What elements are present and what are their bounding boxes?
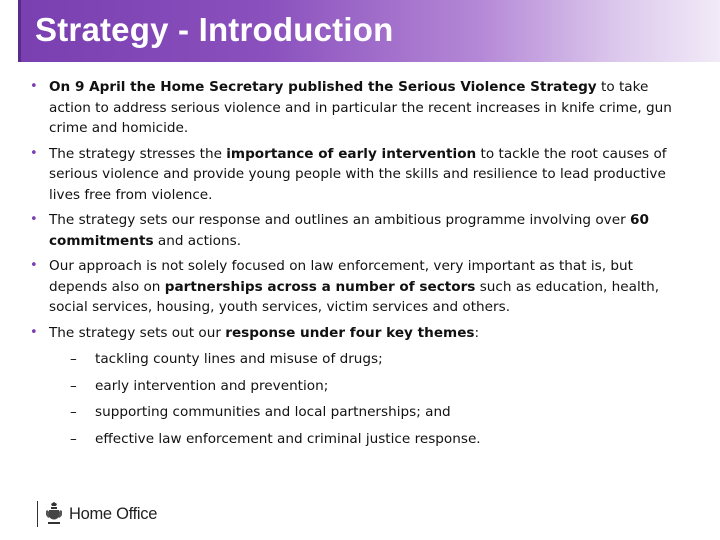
bullet-item xyxy=(30,77,690,139)
bullet-text: to take action to address serious violence and in particular the recent increases in knife crime, gun crime and homicide. xyxy=(49,79,672,136)
bullet-text-bold: 60 commitments xyxy=(49,212,649,249)
theme-text: supporting communities and local partnerships; and xyxy=(95,404,451,420)
bullet-text: Our approach is not solely focused on law enforcement, very important as that is, but depends also on xyxy=(49,258,633,295)
themes-list xyxy=(30,349,690,449)
slide-title: Strategy - Introduction xyxy=(35,11,394,48)
dash-icon: – xyxy=(70,377,77,394)
bullet-icon: • xyxy=(30,212,38,227)
theme-item xyxy=(30,429,690,450)
theme-text: early intervention and prevention; xyxy=(95,377,329,394)
bullet-icon: • xyxy=(30,324,38,340)
bullet-item xyxy=(30,210,690,251)
bullet-icon: • xyxy=(30,79,38,94)
theme-item xyxy=(30,349,690,370)
slide-body xyxy=(30,77,690,455)
logo-divider xyxy=(37,501,38,527)
bullet-item xyxy=(30,144,690,206)
bullet-text: The strategy sets our response and outlines an ambitious programme involving over xyxy=(49,212,630,228)
theme-text: effective law enforcement and criminal justice response. xyxy=(95,430,481,447)
bullet-text: such as education, health, social services, housing, youth services, victim services and others. xyxy=(49,278,660,315)
bullet-icon: • xyxy=(30,145,38,161)
dash-icon: – xyxy=(70,404,77,420)
bullet-text: and actions. xyxy=(153,232,242,249)
bullet-text: The strategy sets out our xyxy=(49,324,226,341)
theme-item xyxy=(30,376,690,397)
bullet-item xyxy=(30,256,690,318)
bullet-text-bold: importance of early intervention xyxy=(226,145,477,162)
bullet-text-bold: On 9 April the Home Secretary published the Serious Violence Strategy xyxy=(49,79,597,95)
bullet-item xyxy=(30,323,690,344)
org-name: Home Office xyxy=(69,504,158,523)
theme-item xyxy=(30,402,690,423)
title-bar xyxy=(18,0,720,62)
bullet-text-bold: response under four key themes xyxy=(225,324,475,341)
dash-icon: – xyxy=(70,430,77,447)
royal-crest-icon xyxy=(45,502,63,526)
dash-icon: – xyxy=(70,351,77,367)
bullet-icon: • xyxy=(30,258,38,273)
bullet-text: to tackle the root causes of serious violence and provide young people with the skills and resilience to lead productive lives free from violence. xyxy=(49,145,667,203)
bullet-text: The strategy stresses the xyxy=(49,145,227,162)
bullet-text-bold: partnerships across a number of sectors xyxy=(164,278,476,295)
theme-text: tackling county lines and misuse of drugs; xyxy=(95,351,383,367)
bullet-text: : xyxy=(474,324,480,341)
home-office-logo xyxy=(37,500,157,528)
